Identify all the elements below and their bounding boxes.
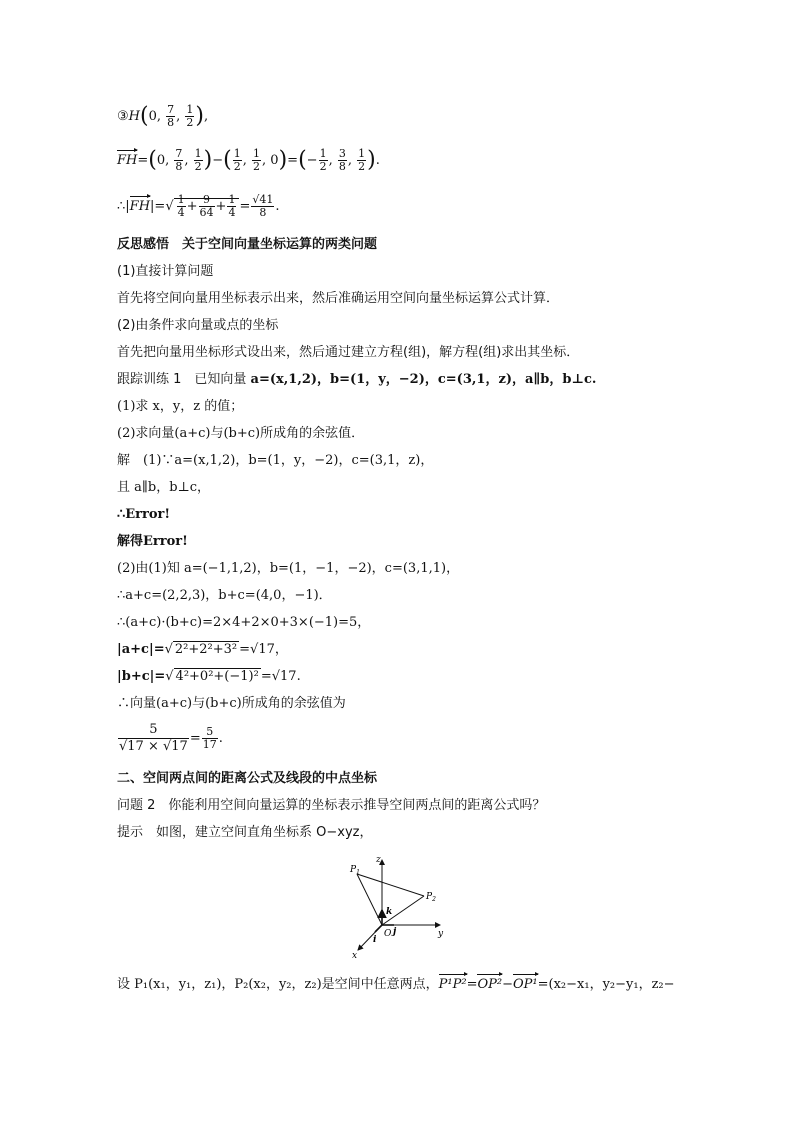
- origin-label: O: [384, 929, 392, 939]
- y-label: y: [438, 929, 444, 939]
- solution-line-5: (2)由(1)知 a=(−1,1,2)，b=(1，−1，−2)，c=(3,1,1)，: [117, 561, 460, 576]
- i-label: i: [373, 935, 377, 945]
- point-2-title: (2)由条件求向量或点的坐标: [117, 318, 279, 333]
- point-1-title: (1)直接计算问题: [117, 264, 214, 279]
- exercise-line: 跟踪训练 1 已知向量 a=(x,1,2)，b=(1，y，−2)，c=(3,1，z)，a∥b，b⊥c.: [117, 372, 597, 387]
- last-line: 设 P₁(x₁，y₁，z₁)，P₂(x₂，y₂，z₂)是空间中任意两点，P¹P²=OP²−OP¹=(x₂−x₁，y₂−y₁，z₂−: [117, 977, 675, 992]
- p1-label: $P_1$: [350, 865, 360, 876]
- section-2-title: 二、空间两点间的距离公式及线段的中点坐标: [117, 771, 378, 786]
- coordinate-diagram: [340, 850, 460, 960]
- solution-line-10: ∴向量(a+c)与(b+c)所成角的余弦值为: [117, 696, 346, 711]
- k-label: k: [386, 907, 393, 917]
- solution-line-2: 且 a∥b，b⊥c，: [117, 480, 211, 495]
- question-2-text: 问题 2 你能利用空间向量运算的坐标表示推导空间两点间的距离公式吗？: [117, 798, 546, 813]
- fh-vector-line: FH=(0, $\frac{7}{8}$ , $\frac{1}{2}$ )−( $\frac{1}{2}$ , $\frac{1}{2}$ , 0)=(− $\frac{1}{2}$ , $\frac{3}{8}$ , $\frac{1}{2}$ ).: [117, 147, 380, 173]
- solution-line-9: |b+c|=√ 4²+0²+(−1)² =√17.: [117, 669, 301, 684]
- solution-line-4: 解得Error!: [117, 534, 188, 549]
- solution-line-8: |a+c|=√ 2²+2²+3² =√17，: [117, 642, 288, 657]
- hint-text: 提示 如图，建立空间直角坐标系 O−xyz，: [117, 825, 373, 840]
- point-1-body: 首先将空间向量用坐标表示出来，然后准确运用空间向量坐标运算公式计算．: [117, 291, 560, 306]
- question-1: (1)求 x，y，z 的值；: [117, 399, 244, 414]
- solution-line-11: $\frac{5}{√17 \times √17}$ = $\frac{5}{17}$ .: [119, 722, 223, 754]
- p2-label: $P_2$: [426, 892, 436, 903]
- p1p2-segment: [357, 874, 424, 896]
- solution-line-7: ∴(a+c)·(b+c)=2×4+2×0+3×(−1)=5，: [117, 615, 371, 630]
- solution-line-6: ∴a+c=(2,2,3)，b+c=(4,0，−1)．: [117, 588, 332, 603]
- question-2: (2)求向量(a+c)与(b+c)所成角的余弦值．: [117, 426, 365, 441]
- solution-line-3: ∴Error!: [117, 507, 171, 522]
- j-label: j: [393, 927, 397, 937]
- z-label: z: [376, 855, 381, 865]
- solution-line-1: 解 (1)∵a=(x,1,2)，b=(1，y，−2)，c=(3,1，z)，: [117, 453, 434, 468]
- fh-magnitude-line: ∴|FH|=√ $\frac{1}{4}$ + $\frac{9}{64}$ + $\frac{1}{4}$ = $\frac{√41}{8}$ .: [117, 193, 280, 219]
- reflection-title: 反思感悟 关于空间向量坐标运算的两类问题: [117, 237, 378, 252]
- x-label: x: [352, 951, 358, 960]
- op1-segment: [357, 874, 382, 925]
- h-point-line: ③H(0, $\frac{7}{8}$ , $\frac{1}{2}$ ),: [117, 103, 209, 129]
- i-vector: [375, 925, 382, 932]
- point-2-body: 首先把向量用坐标形式设出来，然后通过建立方程(组)，解方程(组)求出其坐标．: [117, 345, 580, 360]
